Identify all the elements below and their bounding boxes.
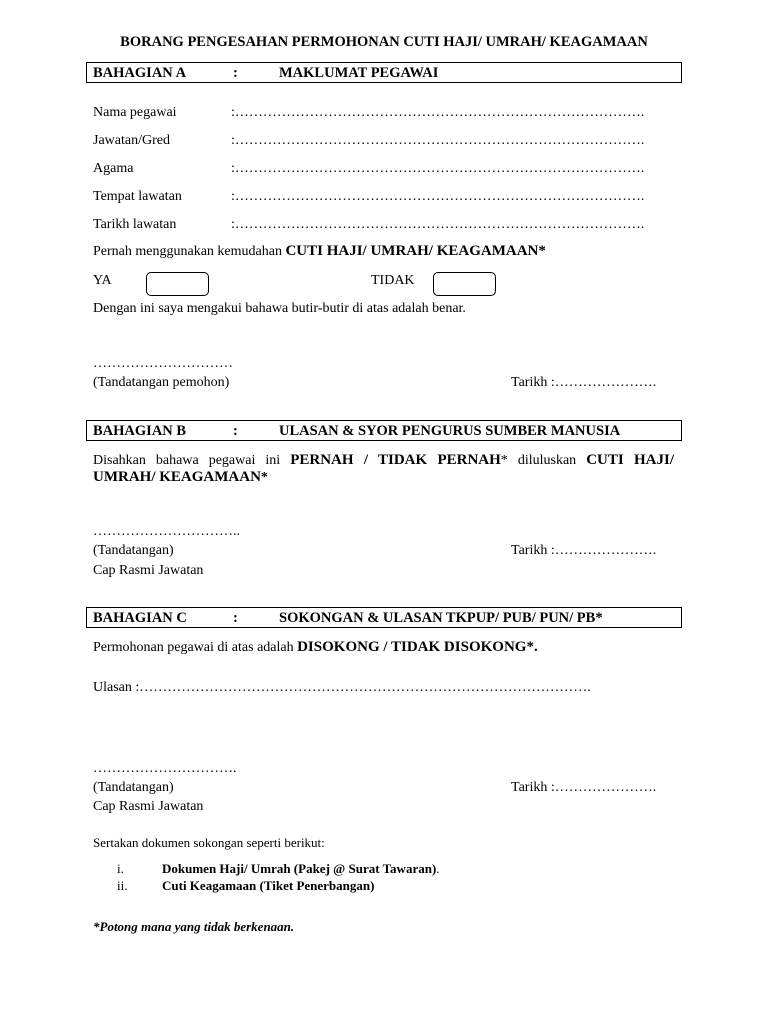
hr-signature-caption: (Tandatangan) [93, 543, 174, 558]
attachment-number-1: i. [117, 861, 124, 876]
support-choice: DISOKONG / TIDAK DISOKONG*. [297, 639, 538, 655]
hr-text-part3: * diluluskan [500, 453, 577, 468]
field-label-visit-place: Tempat lawatan [93, 189, 182, 204]
applicant-date-field[interactable]: Tarikh :…………………. [511, 375, 657, 390]
section-c-label: BAHAGIAN C [93, 610, 187, 626]
facility-question-text: Pernah menggunakan kemudahan [93, 244, 286, 259]
field-line-religion[interactable]: :……………………………………………………………………………. [231, 161, 645, 176]
section-a-header [86, 62, 682, 83]
hr-text-part2: PERNAH / TIDAK PERNAH [290, 452, 501, 468]
section-c-heading: SOKONGAN & ULASAN TKPUP/ PUB/ PUN/ PB* [279, 610, 603, 626]
hr-signature-line[interactable]: ………………………….. [93, 524, 240, 539]
attachment-item-1-text: Dokumen Haji/ Umrah (Pakej @ Surat Tawaran) [162, 861, 437, 876]
form-title: BORANG PENGESAHAN PERMOHONAN CUTI HAJI/ UMRAH/ KEAGAMAAN [120, 34, 648, 50]
section-a-colon: : [233, 65, 238, 81]
attachments-intro: Sertakan dokumen sokongan seperti berikut: [93, 835, 325, 850]
supporter-signature-line[interactable]: …………………………. [93, 761, 237, 776]
supporter-stamp-caption: Cap Rasmi Jawatan [93, 799, 204, 814]
remarks-field[interactable]: Ulasan :……………………………………………………………………………………. [93, 680, 591, 695]
facility-question-bold: CUTI HAJI/ UMRAH/ KEAGAMAAN* [285, 243, 546, 259]
support-text: Permohonan pegawai di atas adalah [93, 640, 298, 655]
field-line-name[interactable]: :……………………………………………………………………………. [231, 105, 645, 120]
yes-checkbox[interactable] [146, 272, 209, 296]
section-b-colon: : [233, 423, 238, 439]
applicant-signature-line[interactable]: ………………………… [93, 356, 233, 371]
section-c-header [86, 607, 682, 628]
hr-text-part1: Disahkan bahawa pegawai ini [93, 453, 281, 468]
field-line-position[interactable]: :……………………………………………………………………………. [231, 133, 645, 148]
field-line-visit-place[interactable]: :……………………………………………………………………………. [231, 189, 645, 204]
hr-stamp-caption: Cap Rasmi Jawatan [93, 563, 204, 578]
no-label: TIDAK [371, 273, 415, 288]
hr-text-part5: UMRAH/ KEAGAMAAN [93, 469, 261, 485]
section-b-header [86, 420, 682, 441]
field-label-religion: Agama [93, 161, 134, 176]
attachment-item-2 [162, 878, 374, 894]
attachment-number-2: ii. [117, 878, 128, 893]
attachment-item-2-text: Cuti Keagamaan (Tiket Penerbangan) [162, 878, 375, 893]
field-label-position: Jawatan/Gred [93, 133, 170, 148]
hr-verification-text-line2 [93, 469, 268, 486]
section-b-label: BAHAGIAN B [93, 423, 187, 439]
footnote: *Potong mana yang tidak berkenaan. [93, 919, 295, 934]
hr-text-part6: * [260, 470, 268, 485]
declaration-text: Dengan ini saya mengakui bahawa butir-butir di atas adalah benar. [93, 301, 466, 316]
supporter-signature-caption: (Tandatangan) [93, 780, 174, 795]
yes-label: YA [93, 273, 112, 288]
supporter-date-field[interactable]: Tarikh :…………………. [511, 780, 657, 795]
field-label-visit-date: Tarikh lawatan [93, 217, 177, 232]
hr-date-field[interactable]: Tarikh :…………………. [511, 543, 657, 558]
facility-question [93, 243, 546, 260]
attachment-item-1-suffix: . [436, 861, 440, 876]
applicant-signature-caption: (Tandatangan pemohon) [93, 375, 230, 390]
support-statement [93, 639, 538, 656]
section-a-heading: MAKLUMAT PEGAWAI [279, 65, 439, 81]
no-checkbox[interactable] [433, 272, 496, 296]
section-c-colon: : [233, 610, 238, 626]
section-a-label: BAHAGIAN A [93, 65, 187, 81]
field-line-visit-date[interactable]: :……………………………………………………………………………. [231, 217, 645, 232]
field-label-name: Nama pegawai [93, 105, 177, 120]
attachment-item-1 [162, 861, 440, 877]
hr-text-part4: CUTI HAJI/ [586, 452, 675, 468]
section-b-heading: ULASAN & SYOR PENGURUS SUMBER MANUSIA [279, 423, 621, 439]
